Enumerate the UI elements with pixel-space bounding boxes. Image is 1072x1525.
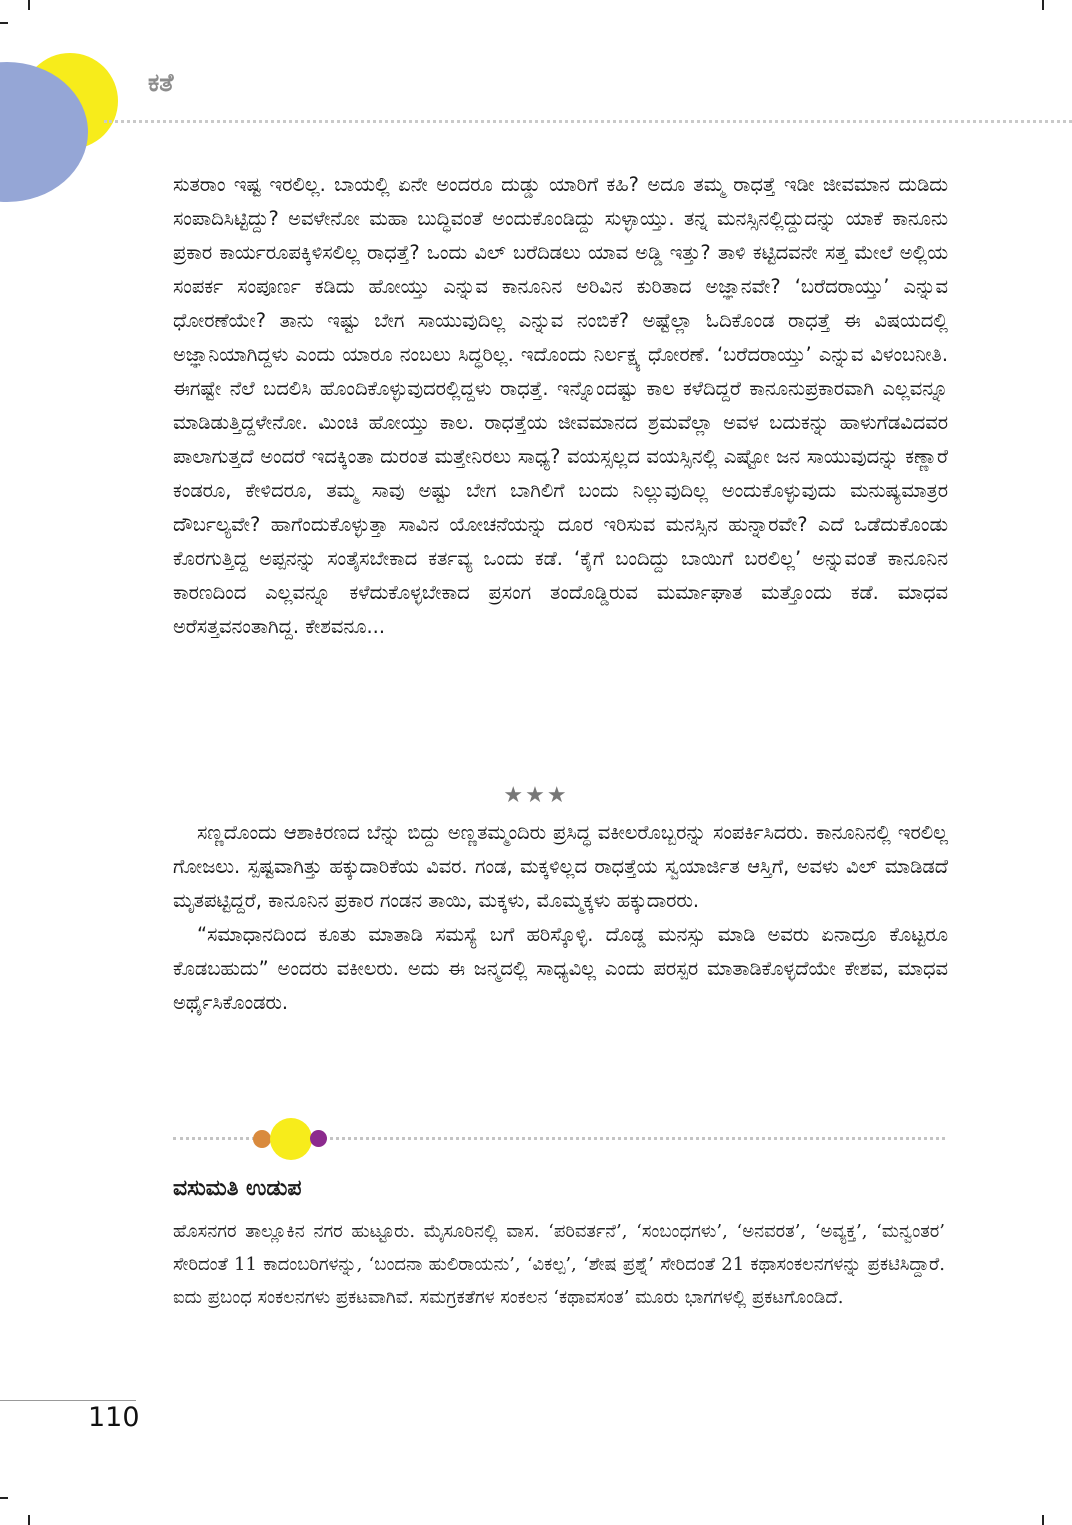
crop-mark xyxy=(0,22,8,24)
story-paragraph: “ಸಮಾಧಾನದಿಂದ ಕೂತು ಮಾತಾಡಿ ಸಮಸ್ಯೆ ಬಗೆ ಹರಿಸ್ಕೊಳ್ಳಿ. ದೊಡ್ಡ ಮನಸ್ಸು ಮಾಡಿ ಅವರು ಏನಾದ್ರೂ ಕೊಟ್ಟರೂ ಕೊಡಬಹುದು” ಅಂದರು ವಕೀಲರು. ಅದು ಈ ಜನ್ಮದಲ್ಲಿ ಸಾಧ್ಯವಿಲ್ಲ ಎಂದು ಪರಸ್ಪರ ಮಾತಾಡಿಕೊಳ್ಳದೆಯೇ ಕೇಶವ, ಮಾಧವ ಅರ್ಥೈಸಿಕೊಂಡರು. xyxy=(173,923,948,1014)
author-name: ವಸುಮತಿ ಉಡುಪ xyxy=(173,1176,302,1201)
story-body-continued xyxy=(173,816,948,1020)
story-body xyxy=(173,168,948,644)
decorative-yellow-dot xyxy=(270,1118,312,1160)
crop-mark xyxy=(1042,1515,1044,1525)
header-dotted-rule xyxy=(104,120,1072,123)
page-number: 110 xyxy=(88,1402,140,1433)
crop-mark xyxy=(1042,0,1044,10)
section-label: ಕತೆ xyxy=(148,68,174,97)
page-number-rule xyxy=(0,1400,136,1401)
story-paragraph: ಸಣ್ಣದೊಂದು ಆಶಾಕಿರಣದ ಬೆನ್ನು ಬಿದ್ದು ಅಣ್ಣತಮ್ಮಂದಿರು ಪ್ರಸಿದ್ಧ ವಕೀಲರೊಬ್ಬರನ್ನು ಸಂಪರ್ಕಿಸಿದರು. ಕಾನೂನಿನಲ್ಲಿ ಇರಲಿಲ್ಲ ಗೋಜಲು. ಸ್ಪಷ್ಟವಾಗಿತ್ತು ಹಕ್ಕುದಾರಿಕೆಯ ವಿವರ. ಗಂಡ, ಮಕ್ಕಳಿಲ್ಲದ ರಾಧತ್ತೆಯ ಸ್ವಯಾರ್ಜಿತ ಆಸ್ತಿಗೆ, ಅವಳು ವಿಲ್ ಮಾಡಿಡದೆ ಮೃತಪಟ್ಟಿದ್ದರೆ, ಕಾನೂನಿನ ಪ್ರಕಾರ ಗಂಡನ ತಾಯಿ, ಮಕ್ಕಳು, ಮೊಮ್ಮಕ್ಕಳು ಹಕ್ಕುದಾರರು. xyxy=(173,821,948,912)
story-paragraph: ಸುತರಾಂ ಇಷ್ಟ ಇರಲಿಲ್ಲ. ಬಾಯಲ್ಲಿ ಏನೇ ಅಂದರೂ ದುಡ್ಡು ಯಾರಿಗೆ ಕಹಿ? ಅದೂ ತಮ್ಮ ರಾಧತ್ತೆ ಇಡೀ ಜೀವಮಾನ ದುಡಿದು ಸಂಪಾದಿಸಿಟ್ಟಿದ್ದು? ಅವಳೇನೋ ಮಹಾ ಬುದ್ಧಿವಂತೆ ಅಂದುಕೊಂಡಿದ್ದು ಸುಳ್ಳಾಯ್ತು. ತನ್ನ ಮನಸ್ಸಿನಲ್ಲಿದ್ದುದನ್ನು ಯಾಕೆ ಕಾನೂನು ಪ್ರಕಾರ ಕಾರ್ಯರೂಪಕ್ಕಿಳಿಸಲಿಲ್ಲ ರಾಧತ್ತೆ? ಒಂದು ವಿಲ್ ಬರೆದಿಡಲು ಯಾವ ಅಡ್ಡಿ ಇತ್ತು? ತಾಳಿ ಕಟ್ಟಿದವನೇ ಸತ್ತ ಮೇಲೆ ಅಲ್ಲಿಯ ಸಂಪರ್ಕ ಸಂಪೂರ್ಣ ಕಡಿದು ಹೋಯ್ತು ಎನ್ನುವ ಕಾನೂನಿನ ಅರಿವಿನ ಕುರಿತಾದ ಅಜ್ಞಾನವೇ? ‘ಬರೆದರಾಯ್ತು’ ಎನ್ನುವ ಧೋರಣೆಯೇ? ತಾನು ಇಷ್ಟು ಬೇಗ ಸಾಯುವುದಿಲ್ಲ ಎನ್ನುವ ನಂಬಿಕೆ? ಅಷ್ಟೆಲ್ಲಾ ಓದಿಕೊಂಡ ರಾಧತ್ತೆ ಈ ವಿಷಯದಲ್ಲಿ ಅಜ್ಞಾನಿಯಾಗಿದ್ದಳು ಎಂದು ಯಾರೂ ನಂಬಲು ಸಿದ್ಧರಿಲ್ಲ. ಇದೊಂದು ನಿರ್ಲಕ್ಷ್ಯ ಧೋರಣೆ. ‘ಬರೆದರಾಯ್ತು’ ಎನ್ನುವ ವಿಳಂಬನೀತಿ. ಈಗಷ್ಟೇ ನೆಲೆ ಬದಲಿಸಿ ಹೊಂದಿಕೊಳ್ಳುವುದರಲ್ಲಿದ್ದಳು ರಾಧತ್ತೆ. ಇನ್ನೊಂದಷ್ಟು ಕಾಲ ಕಳೆದಿದ್ದರೆ ಕಾನೂನುಪ್ರಕಾರವಾಗಿ ಎಲ್ಲವನ್ನೂ ಮಾಡಿಡುತ್ತಿದ್ದಳೇನೋ. ಮಿಂಚಿ ಹೋಯ್ತು ಕಾಲ. ರಾಧತ್ತೆಯ ಜೀವಮಾನದ ಶ್ರಮವೆಲ್ಲಾ ಅವಳ ಬದುಕನ್ನು ಹಾಳುಗೆಡವಿದವರ ಪಾಲಾಗುತ್ತದೆ ಅಂದರೆ ಇದಕ್ಕಿಂತಾ ದುರಂತ ಮತ್ತೇನಿರಲು ಸಾಧ್ಯ? ವಯಸ್ಸಲ್ಲದ ವಯಸ್ಸಿನಲ್ಲಿ ಎಷ್ಟೋ ಜನ ಸಾಯುವುದನ್ನು ಕಣ್ಣಾರೆ ಕಂಡರೂ, ಕೇಳಿದರೂ, ತಮ್ಮ ಸಾವು ಅಷ್ಟು ಬೇಗ ಬಾಗಿಲಿಗೆ ಬಂದು ನಿಲ್ಲುವುದಿಲ್ಲ ಅಂದುಕೊಳ್ಳುವುದು ಮನುಷ್ಯಮಾತ್ರರ ದೌರ್ಬಲ್ಯವೇ? ಹಾಗೆಂದುಕೊಳ್ಳುತ್ತಾ ಸಾವಿನ ಯೋಚನೆಯನ್ನು ದೂರ ಇರಿಸುವ ಮನಸ್ಸಿನ ಹುನ್ನಾರವೇ? ಎದೆ ಒಡೆದುಕೊಂಡು ಕೊರಗುತ್ತಿದ್ದ ಅಪ್ಪನನ್ನು ಸಂತೈಸಬೇಕಾದ ಕರ್ತವ್ಯ ಒಂದು ಕಡೆ. ‘ಕೈಗೆ ಬಂದಿದ್ದು ಬಾಯಿಗೆ ಬರಲಿಲ್ಲ’ ಅನ್ನುವಂತೆ ಕಾನೂನಿನ ಕಾರಣದಿಂದ ಎಲ್ಲವನ್ನೂ ಕಳೆದುಕೊಳ್ಳಬೇಕಾದ ಪ್ರಸಂಗ ತಂದೊಡ್ಡಿರುವ ಮರ್ಮಾಘಾತ ಮತ್ತೊಂದು ಕಡೆ. ಮಾಧವ ಅರೆಸತ್ತವನಂತಾಗಿದ್ದ. ಕೇಶವನೂ... xyxy=(173,173,948,638)
decorative-purple-dot xyxy=(310,1130,327,1147)
author-bio: ಹೊಸನಗರ ತಾಲ್ಲೂಕಿನ ನಗರ ಹುಟ್ಟೂರು. ಮೈಸೂರಿನಲ್ಲಿ ವಾಸ. ‘ಪರಿವರ್ತನೆ’, ‘ಸಂಬಂಧಗಳು’, ‘ಅನವರತ’, ‘ಅವ್ಯಕ್ತ’, ‘ಮನ್ವಂತರ’ ಸೇರಿದಂತೆ 11 ಕಾದಂಬರಿಗಳನ್ನು, ‘ಬಂದನಾ ಹುಲಿರಾಯನು’, ‘ವಿಕಲ್ಪ’, ‘ಶೇಷ ಪ್ರಶ್ನೆ’ ಸೇರಿದಂತೆ 21 ಕಥಾಸಂಕಲನಗಳನ್ನು ಪ್ರಕಟಿಸಿದ್ದಾರೆ. ಐದು ಪ್ರಬಂಧ ಸಂಕಲನಗಳು ಪ್ರಕಟವಾಗಿವೆ. ಸಮಗ್ರಕತೆಗಳ ಸಂಕಲನ ‘ಕಥಾವಸಂತ’ ಮೂರು ಭಾಗಗಳಲ್ಲಿ ಪ್ರಕಟಗೊಂಡಿದೆ. xyxy=(173,1221,945,1308)
crop-mark xyxy=(0,1497,8,1499)
crop-mark xyxy=(28,0,30,10)
decorative-orange-dot xyxy=(253,1130,271,1148)
scene-break-stars: ★★★ xyxy=(503,783,569,808)
crop-mark xyxy=(28,1515,30,1525)
